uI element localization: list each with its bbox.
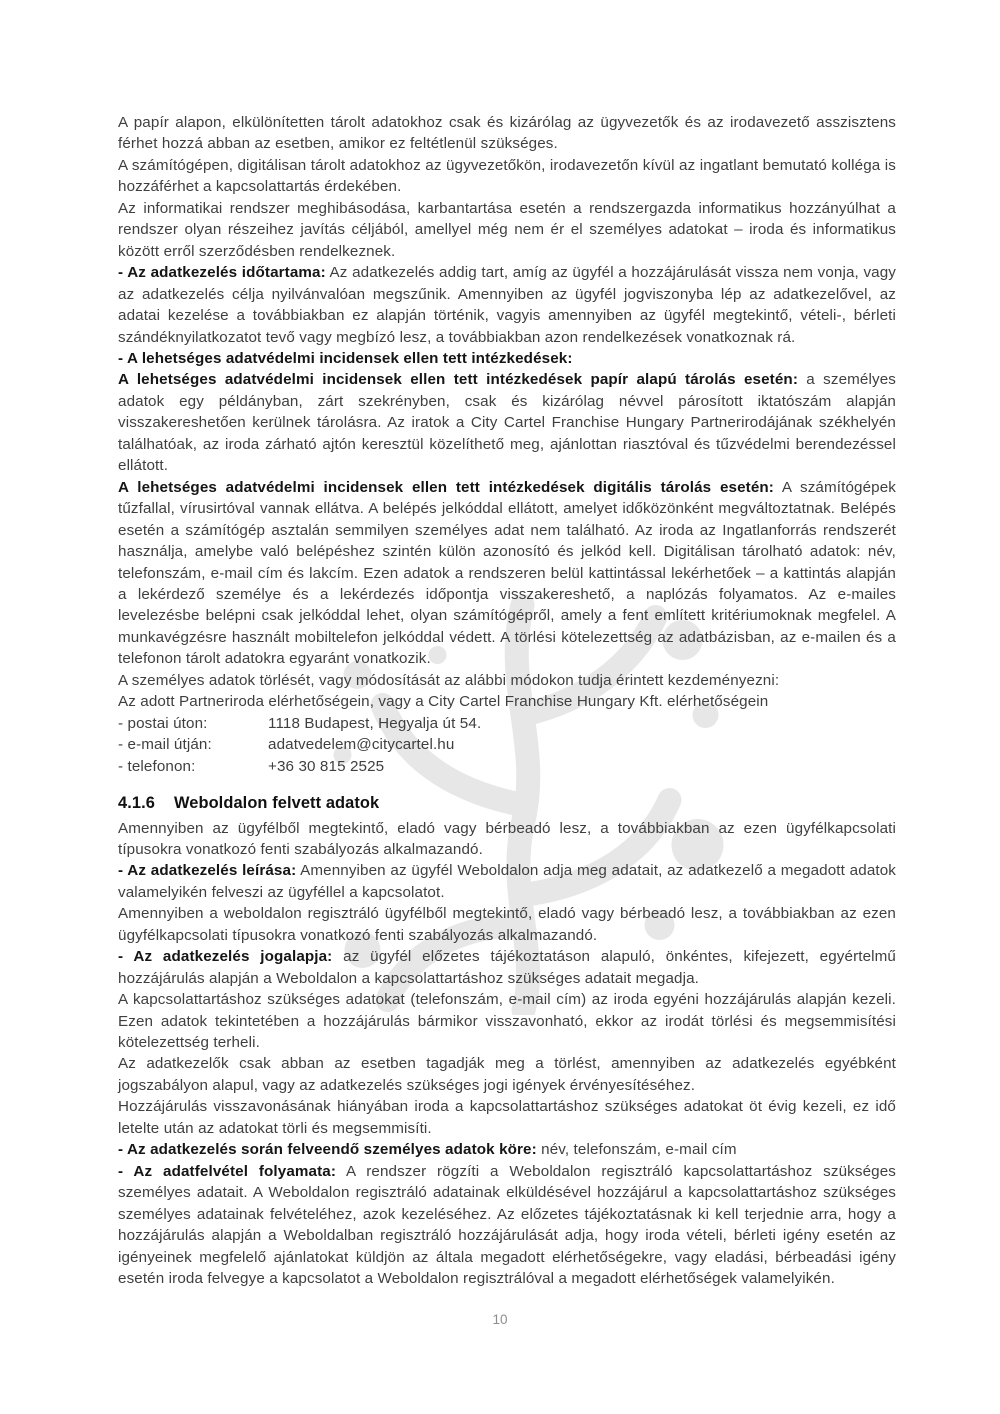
body-paragraph: Amennyiben az ügyfélből megtekintő, eladó vagy bérbeadó lesz, a továbbiakban az ezen ügyfélkapcsolati típusokra vonatkozó fenti szabályozás alkalmazandó. [118, 819, 896, 858]
paragraph-text: az ügyfél előzetes tájékoztatáson alapuló, önkéntes, kifejezett, egyértelmű hozzájárulás alapján a Weboldalon a kapcsolattartáshoz szükséges adatait megadja. [118, 948, 896, 987]
body-paragraph [118, 860, 896, 903]
bold-lead: - Az adatkezelés időtartama: [118, 264, 326, 282]
bold-lead: - A lehetséges adatvédelmi incidensek ellen tett intézkedések: [118, 349, 573, 367]
contact-label: - postai úton: [118, 714, 208, 732]
paragraph-text: a személyes adatok egy példányban, zárt szekrényben, csak és kizárólag névvel párosított iktatószám alapján visszakereshetően kerülnek tárolásra. Az iratok a City Cartel Franchise Hungary Partnerirodájának székhelyén találhatóak, az iroda zárható ajtón keresztül közelíthető meg, ajánlottan riasztóval és tűzvédelmi berendezéssel ellátott. [118, 371, 896, 475]
bold-lead: - Az adatfelvétel folyamata: [118, 1162, 337, 1180]
body-paragraph [118, 1161, 896, 1290]
contact-row [118, 756, 896, 777]
body-paragraph [118, 477, 896, 670]
body-paragraph: Hozzájárulás visszavonásának hiányában iroda a kapcsolattartáshoz szükséges adatokat öt évig kezeli, ez idő letelte után az adatokat törli és megsemmisíti. [118, 1098, 896, 1137]
contact-label: - e-mail útján: [118, 736, 212, 754]
paragraph-text: A rendszer rögzíti a Weboldalon regisztráló kapcsolattartáshoz szükséges személyes adatait. A Weboldalon regisztráló adatainak elküldésével hozzájárul a kapcsolattartáshoz szükséges személyes adatainak felvételéhez, azok kezeléséhez. Az előzetes tájékoztatásnak ki kell terjednie arra, hogy a hozzájárulás alapján a Weboldalban regisztráló hozzájárulását adja, hogy iroda vételi, bérleti igény esetén az igényeinek megfelelő ajánlatokat küldjön az általa megadott elérhetőségekre, vagy eladási, bérbeadási igény esetén iroda felvegye a kapcsolatot a Weboldalon regisztrálóval a megadott elérhetőségek valamelyikén. [118, 1162, 896, 1288]
contact-row [118, 713, 896, 734]
contact-email-address: adatvedelem@citycartel.hu [268, 736, 455, 754]
document-page-content [118, 112, 896, 1289]
body-paragraph: A személyes adatok törlését, vagy módosítását az alábbi módokon tudja érintett kezdeményezni: [118, 671, 780, 689]
bold-lead: - Az adatkezelés során felveendő személyes adatok köre: [118, 1141, 537, 1159]
contact-label: - telefonon: [118, 757, 196, 775]
paragraph-text: Az adatkezelés addig tart, amíg az ügyfél a hozzájárulását vissza nem vonja, vagy az adatkezelés célja nyilvánvalóan megszűnik. Amennyiben az ügyfél jogviszonyba lép az adatkezelővel, az adatai kezelése a továbbiakban ez alapján történik, vagyis amennyiben az ügyfél megtekintő, vételi-, bérleti szándéknyilatkozatot tevő vagy megbízó lesz, a továbbiakban azon rendelkezések vonatkoznak rá. [118, 264, 896, 346]
body-paragraph: Az adatkezelők csak abban az esetben tagadják meg a törlést, amennyiben az adatkezelés egyébként jogszabályon alapul, vagy az adatkezelés szükséges jogi igények érvényesítéséhez. [118, 1055, 896, 1094]
paragraph-text: A számítógépek tűzfallal, vírusirtóval vannak ellátva. A belépés jelkóddal ellátott, amelyet időközönként megváltoztatnak. Belépés esetén a számítógép asztalán semmilyen személyes adat nem található. Az iroda az Ingatlanforrás rendszerét használja, amelybe való belépéshez szintén külön azonosító és jelkód kell. Digitálisan tárolható adatok: név, telefonszám, e-mail cím és lakcím. Ezen adatok a rendszeren belül kattintással lekérhetőek – a kattintás alapján a lekérdező személye és a lekérdezés időpontja visszakereshető, a naplózás folyamatos. Az e-mailes levelezésbe belépni csak jelkóddal lehet, olyan számítógépről, amely a fent említett kritériumoknak megfelel. A munkavégzésre használt mobiltelefon jelkóddal védett. A törlési kötelezettség az adatbázisban, az e-mailen és a telefonon tárolt adatokra egyaránt vonatkozik. [118, 478, 896, 668]
body-paragraph: A kapcsolattartáshoz szükséges adatokat (telefonszám, e-mail cím) az iroda egyéni hozzájárulás alapján kezeli. Ezen adatok tekintetében a hozzájárulás bármikor visszavonható, ekkor az irodát törlési és megsemmisítési kötelezettség terheli. [118, 991, 896, 1052]
contact-row [118, 734, 896, 755]
body-paragraph: Az adott Partneriroda elérhetőségein, vagy a City Cartel Franchise Hungary Kft. elérhetőségein [118, 693, 769, 711]
section-number: 4.1.6 [118, 794, 155, 813]
body-paragraph [118, 946, 896, 989]
bold-lead: - Az adatkezelés leírása: [118, 862, 297, 880]
body-paragraph [118, 262, 896, 348]
body-paragraph: A papír alapon, elkülönítetten tárolt adatokhoz csak és kizárólag az ügyvezetők és az irodavezető asszisztens férhet hozzá abban az esetben, amikor ez feltétlenül szükséges. [118, 114, 896, 153]
body-paragraph [118, 1139, 896, 1160]
body-paragraph: Az informatikai rendszer meghibásodása, karbantartása esetén a rendszergazda informatikus hozzányúlhat a rendszer olyan részeihez javítás céljából, amellyel még nem ér el személyes adatokat – iroda és informatikus között erről szerződésben rendelkeznek. [118, 199, 896, 260]
paragraph-text: név, telefonszám, e-mail cím [536, 1141, 737, 1159]
paragraph-text: Amennyiben az ügyfél Weboldalon adja meg adatait, az adatkezelő a megadott adatok valamelyikén felveszi az ügyféllel a kapcsolatot. [118, 862, 897, 901]
section-title: Weboldalon felvett adatok [173, 794, 380, 813]
body-paragraph [118, 369, 896, 476]
contact-postal-address: 1118 Budapest, Hegyalja út 54. [268, 714, 482, 732]
body-paragraph [118, 348, 896, 369]
section-heading [118, 793, 896, 814]
contact-phone-number: +36 30 815 2525 [268, 757, 385, 775]
bold-lead: A lehetséges adatvédelmi incidensek ellen tett intézkedések digitális tárolás esetén: [118, 478, 774, 496]
body-paragraph: Amennyiben a weboldalon regisztráló ügyfélből megtekintő, eladó vagy bérbeadó lesz, a továbbiakban az ezen ügyfélkapcsolati típusokra vonatkozó fenti szabályozás alkalmazandó. [118, 905, 896, 944]
bold-lead: A lehetséges adatvédelmi incidensek ellen tett intézkedések papír alapú tárolás esetén: [118, 371, 798, 389]
bold-lead: - Az adatkezelés jogalapja: [118, 948, 333, 966]
body-paragraph: A számítógépen, digitálisan tárolt adatokhoz az ügyvezetőkön, irodavezetőn kívül az ingatlant bemutató kolléga is hozzáférhet a kapcsolattartás érdekében. [118, 156, 896, 196]
page-number: 10 [492, 1312, 508, 1327]
